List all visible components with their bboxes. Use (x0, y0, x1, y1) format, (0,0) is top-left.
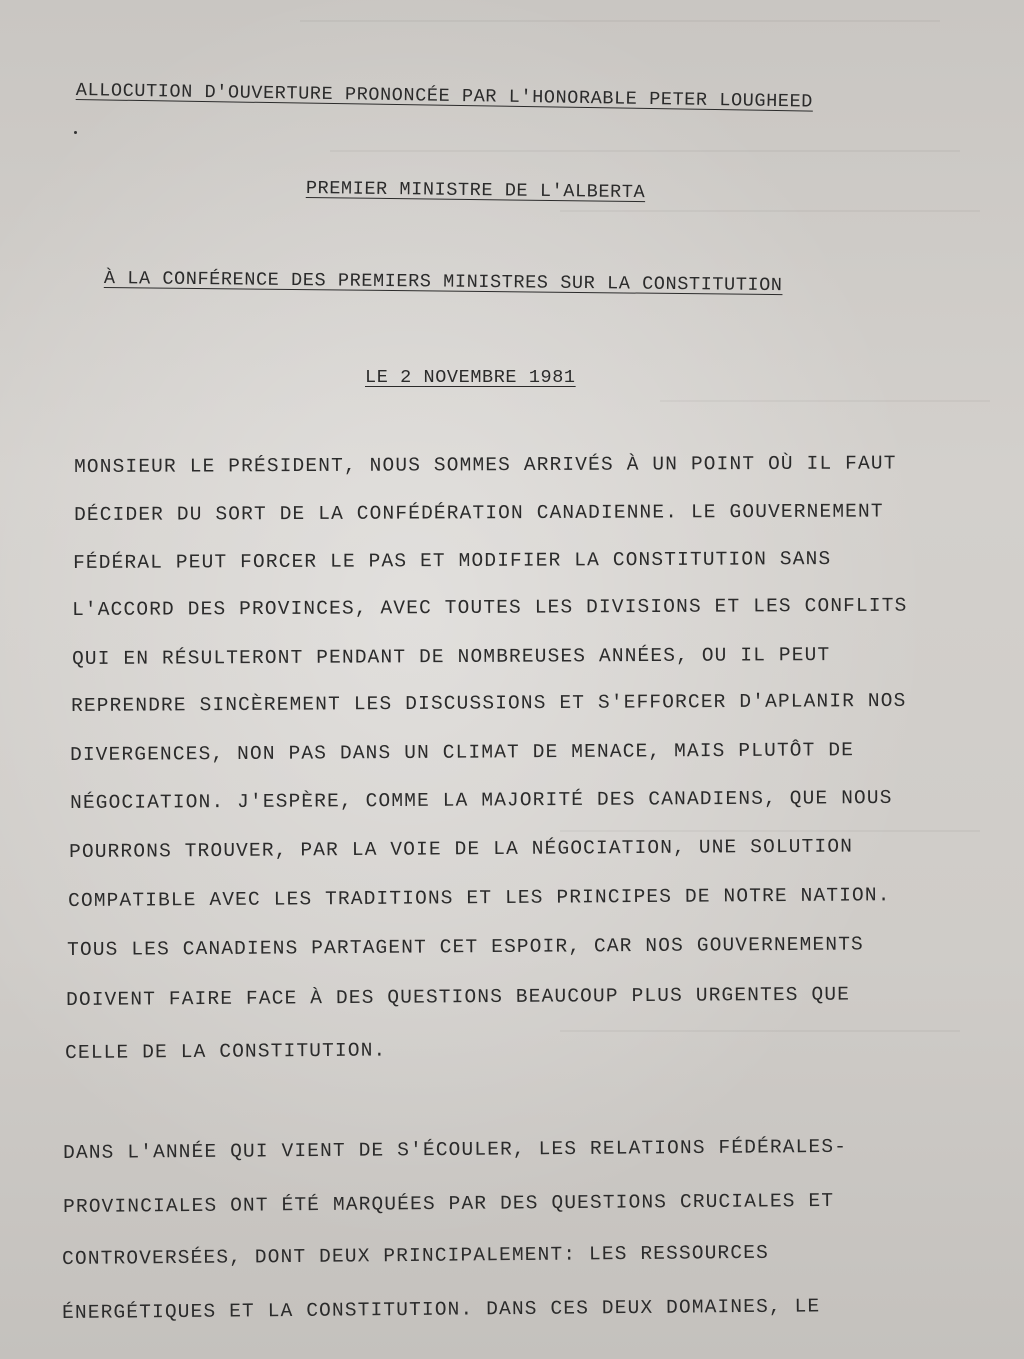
paragraph-1-line: REPRENDRE SINCÈREMENT LES DISCUSSIONS ET S'EFFORCER D'APLANIR NOS (71, 689, 907, 717)
paragraph-1-line: FÉDÉRAL PEUT FORCER LE PAS ET MODIFIER LA CONSTITUTION SANS (73, 548, 832, 574)
paragraph-2-line: PROVINCIALES ONT ÉTÉ MARQUÉES PAR DES QUESTIONS CRUCIALES ET (63, 1189, 835, 1218)
paragraph-1-line: MONSIEUR LE PRÉSIDENT, NOUS SOMMES ARRIVÉS À UN POINT OÙ IL FAUT (74, 452, 897, 478)
paragraph-2-line: CONTROVERSÉES, DONT DEUX PRINCIPALEMENT: LES RESSOURCES (62, 1241, 770, 1270)
title-line-2: PREMIER MINISTRE DE L'ALBERTA (305, 178, 646, 204)
paragraph-1-line: COMPATIBLE AVEC LES TRADITIONS ET LES PRINCIPES DE NOTRE NATION. (68, 884, 891, 912)
paragraph-2-line: ÉNERGÉTIQUES ET LA CONSTITUTION. DANS CES DEUX DOMAINES, LE (62, 1295, 821, 1324)
paragraph-1-line: DOIVENT FAIRE FACE À DES QUESTIONS BEAUCOUP PLUS URGENTES QUE (66, 983, 851, 1011)
title-line-1: ALLOCUTION D'OUVERTURE PRONONCÉE PAR L'HONORABLE PETER LOUGHEED (75, 80, 814, 113)
date-heading: LE 2 NOVEMBRE 1981 (365, 367, 576, 388)
paragraph-1-line: DIVERGENCES, NON PAS DANS UN CLIMAT DE MENACE, MAIS PLUTÔT DE (70, 739, 855, 766)
paragraph-1-line: TOUS LES CANADIENS PARTAGENT CET ESPOIR, CAR NOS GOUVERNEMENTS (67, 933, 864, 961)
paragraph-1-line: CELLE DE LA CONSTITUTION. (65, 1039, 387, 1064)
paragraph-1-line: NÉGOCIATION. J'ESPÈRE, COMME LA MAJORITÉ DES CANADIENS, QUE NOUS (70, 786, 893, 814)
title-line-3: À LA CONFÉRENCE DES PREMIERS MINISTRES SUR LA CONSTITUTION (103, 268, 783, 297)
paragraph-2-line: DANS L'ANNÉE QUI VIENT DE S'ÉCOULER, LES RELATIONS FÉDÉRALES- (63, 1135, 848, 1164)
paragraph-1-line: L'ACCORD DES PROVINCES, AVEC TOUTES LES DIVISIONS ET LES CONFLITS (72, 594, 908, 621)
paragraph-1-line: QUI EN RÉSULTERONT PENDANT DE NOMBREUSES ANNÉES, OU IL PEUT (72, 644, 831, 670)
stray-mark (74, 131, 77, 134)
paragraph-1-line: DÉCIDER DU SORT DE LA CONFÉDÉRATION CANADIENNE. LE GOUVERNEMENT (74, 500, 884, 526)
paragraph-1-line: POURRONS TROUVER, PAR LA VOIE DE LA NÉGOCIATION, UNE SOLUTION (69, 835, 854, 863)
